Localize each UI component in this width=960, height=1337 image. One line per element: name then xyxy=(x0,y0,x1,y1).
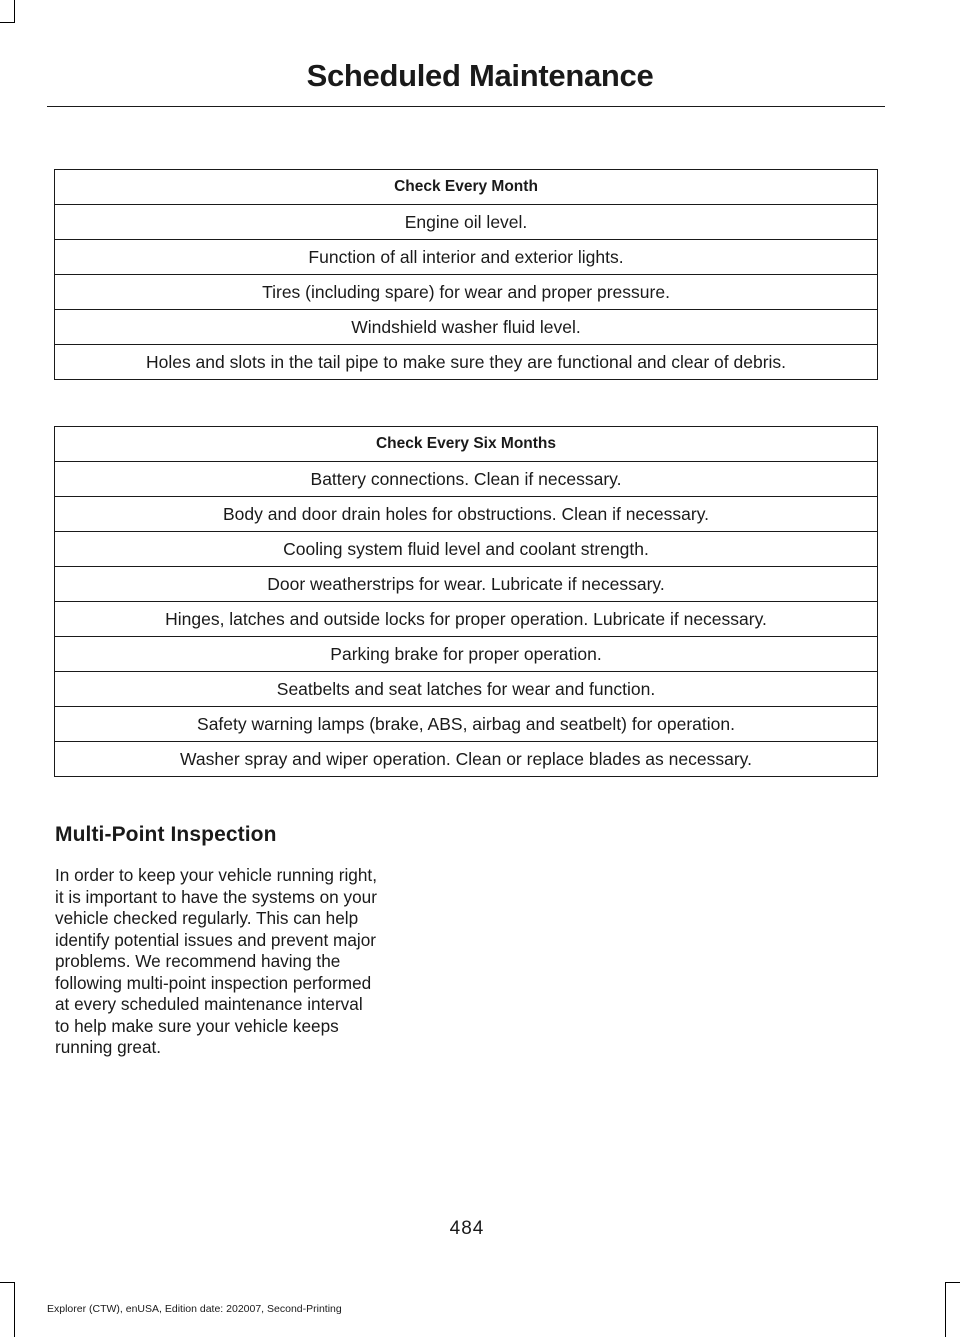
table-row xyxy=(55,637,878,672)
crop-mark-bottom-left-vertical xyxy=(14,1282,15,1337)
section-heading: Multi-Point Inspection xyxy=(55,823,277,846)
table-cell: Seatbelts and seat latches for wear and function. xyxy=(55,672,878,707)
table-row xyxy=(55,205,878,240)
table-cell: Cooling system fluid level and coolant strength. xyxy=(55,532,878,567)
paragraph-line: following multi-point inspection performed xyxy=(55,972,372,993)
table-row xyxy=(55,497,878,532)
paragraph-line: identify potential issues and prevent major xyxy=(55,929,377,950)
check-every-six-months-table xyxy=(54,426,878,777)
page-title: Scheduled Maintenance xyxy=(306,58,654,93)
crop-mark-top-left-vertical xyxy=(14,0,15,22)
table-cell: Tires (including spare) for wear and proper pressure. xyxy=(55,275,878,310)
crop-mark-top-left-horizontal xyxy=(0,22,15,23)
table-row xyxy=(55,310,878,345)
table-cell: Parking brake for proper operation. xyxy=(55,637,878,672)
crop-mark-bottom-left-horizontal xyxy=(0,1282,15,1283)
table-row xyxy=(55,240,878,275)
paragraph-line: running great. xyxy=(55,1037,162,1057)
crop-mark-bottom-right-vertical xyxy=(945,1282,946,1337)
table-header-row xyxy=(55,170,878,205)
table-row xyxy=(55,707,878,742)
table-cell: Battery connections. Clean if necessary. xyxy=(55,462,878,497)
paragraph-line: to help make sure your vehicle keeps xyxy=(55,1015,339,1036)
table-cell: Hinges, latches and outside locks for proper operation. Lubricate if necessary. xyxy=(55,602,878,637)
table-cell: Holes and slots in the tail pipe to make sure they are functional and clear of debris. xyxy=(55,345,878,380)
table-row xyxy=(55,742,878,777)
paragraph-line: vehicle checked regularly. This can help xyxy=(55,908,359,928)
title-divider xyxy=(47,106,885,107)
crop-mark-bottom-right-horizontal xyxy=(945,1282,960,1283)
table-row xyxy=(55,602,878,637)
paragraph-line: In order to keep your vehicle running right, xyxy=(55,865,377,885)
check-every-month-table xyxy=(54,169,878,380)
table-row xyxy=(55,567,878,602)
table-cell: Door weatherstrips for wear. Lubricate if necessary. xyxy=(55,567,878,602)
table-cell: Function of all interior and exterior lights. xyxy=(55,240,878,275)
table-row xyxy=(55,462,878,497)
body-paragraph xyxy=(55,865,451,1059)
table-heading: Check Every Six Months xyxy=(55,427,878,462)
table-row xyxy=(55,275,878,310)
table-row xyxy=(55,672,878,707)
table-cell: Safety warning lamps (brake, ABS, airbag and seatbelt) for operation. xyxy=(55,707,878,742)
table-cell: Engine oil level. xyxy=(55,205,878,240)
paragraph-line: it is important to have the systems on your xyxy=(55,886,377,907)
table-cell: Body and door drain holes for obstructions. Clean if necessary. xyxy=(55,497,878,532)
footer-edition: Explorer (CTW), enUSA, Edition date: 202007, Second-Printing xyxy=(47,1303,342,1315)
table-cell: Washer spray and wiper operation. Clean or replace blades as necessary. xyxy=(55,742,878,777)
page-number: 484 xyxy=(449,1218,485,1239)
table-row xyxy=(55,532,878,567)
paragraph-line: at every scheduled maintenance interval xyxy=(55,994,363,1014)
paragraph-line: problems. We recommend having the xyxy=(55,951,341,971)
table-heading: Check Every Month xyxy=(55,170,878,205)
table-cell: Windshield washer fluid level. xyxy=(55,310,878,345)
table-row xyxy=(55,345,878,380)
table-header-row xyxy=(55,427,878,462)
